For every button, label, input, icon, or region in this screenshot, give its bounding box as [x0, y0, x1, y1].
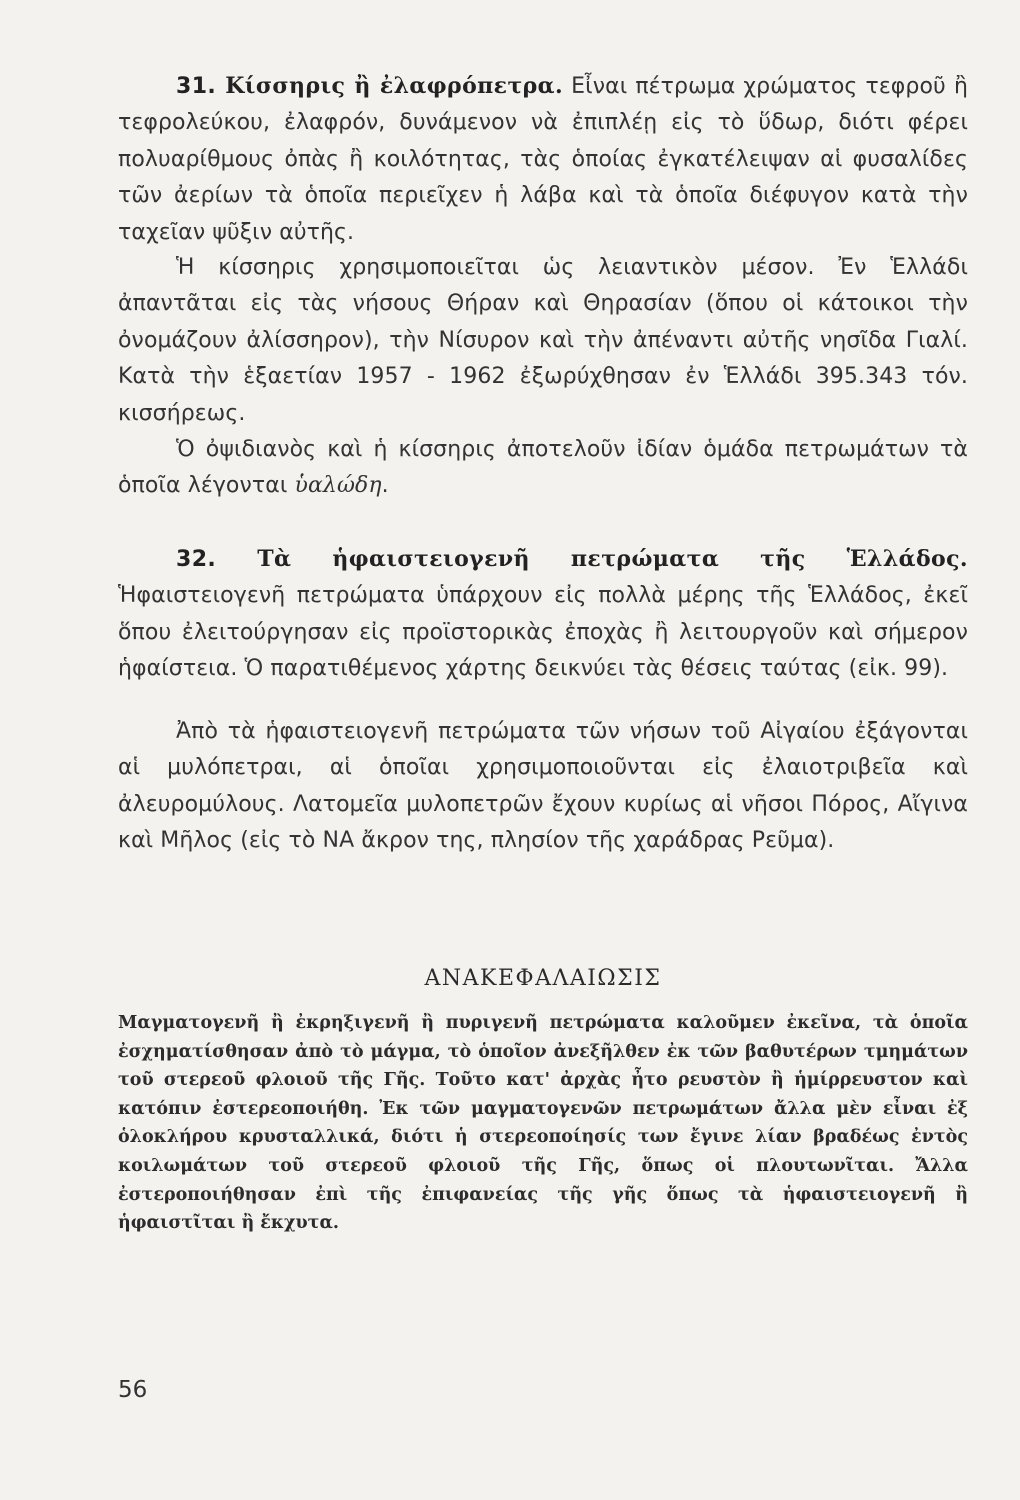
section-31-paragraph-2: Ἡ κίσσηρις χρησιμοποιεῖται ὡς λειαντικὸν μέσον. Ἐν Ἑλλάδι ἀπαντᾶται εἰς τὰς νήσους Θήραν καὶ Θηρασίαν (ὅπου οἱ κάτοικοι τὴν ὀνομάζουν ἀλίσσηρον), τὴν Νίσυρον καὶ τὴν ἀπέναντι αὐτῆς νησῖδα Γιαλί. Κατὰ τὴν ἑξαετίαν 1957 - 1962 ἐξωρύχθησαν ἐν Ἑλλάδι 395.343 τόν. κισσήρεως.	[118, 255, 968, 426]
section-32-title: Τὰ ἡφαιστειογενῆ πετρώματα τῆς Ἑλλάδος.	[257, 546, 968, 572]
section-31-number: 31.	[176, 74, 217, 99]
section-32-number: 32.	[176, 547, 217, 572]
page-number: 56	[118, 1377, 148, 1403]
summary-title: ΑΝΑΚΕΦΑΛΑΙΩΣΙΣ	[424, 966, 662, 991]
section-31-paragraph	[118, 68, 968, 251]
section-31-para3-end: .	[381, 473, 389, 499]
section-32-heading	[176, 546, 968, 572]
summary-text: Μαγματογενῆ ἢ ἐκρηξιγενῆ ἢ πυριγενῆ πετρώματα καλοῦμεν ἐκεῖνα, τὰ ὁποῖα ἐσχηματίσθησαν ἀπὸ τὸ μάγμα, τὸ ὁποῖον ἀνεξῆλθεν ἐκ τῶν βαθυτέρων τμημάτων τοῦ στερεοῦ φλοιοῦ τῆς Γῆς. Τοῦτο κατ' ἀρχὰς ἦτο ρευστὸν ἢ ἡμίρρευστον καὶ κατόπιν ἐστερεοποιήθη. Ἐκ τῶν μαγματογενῶν πετρωμάτων ἄλλα μὲν εἶναι ἐξ ὁλοκλήρου κρυσταλλικά, διότι ἡ στερεοποίησίς των ἔγινε λίαν βραδέως ἐντὸς κοιλωμάτων τοῦ στερεοῦ φλοιοῦ τῆς Γῆς, ὅπως οἱ πλουτωνῖται. Ἄλλα ἐστεροποιήθησαν ἐπὶ τῆς ἐπιφανείας τῆς γῆς ὅπως τὰ ἡφαιστειογενῆ ἢ ἡφαιστῖται ἢ ἔκχυτα.	[118, 1013, 968, 1234]
section-31-title: Κίσσηρις ἢ ἐλαφρόπετρα.	[225, 73, 564, 99]
section-32-paragraph-2: Ἀπὸ τὰ ἡφαιστειογενῆ πετρώματα τῶν νήσων τοῦ Αἰγαίου ἐξάγονται αἱ μυλόπετραι, αἱ ὁποῖαι χρησιμοποιοῦνται εἰς ἐλαιοτριβεῖα καὶ ἀλευρομύλους. Λατομεῖα μυλοπετρῶν ἔχουν κυρίως αἱ νῆσοι Πόρος, Αἴγινα καὶ Μῆλος (εἰς τὸ ΝΑ ἄκρον της, πλησίον τῆς χαράδρας Ρεῦμα).	[118, 719, 968, 854]
section-32-paragraph	[118, 541, 968, 688]
section-31-paragraph-3	[118, 432, 968, 505]
section-32-text: Ἡφαιστειογενῆ πετρώματα ὑπάρχουν εἰς πολλὰ μέρης τῆς Ἑλλάδος, ἐκεῖ ὅπου ἐλειτούργησαν εἰς προϊστορικὰς ἐποχὰς ἢ λειτουργοῦν καὶ σήμερον ἡφαίστεια. Ὁ παρατιθέμενος χάρτης δεικνύει τὰς θέσεις ταύτας (εἰκ. 99).	[118, 583, 968, 682]
section-31-para3-text: Ὁ ὀψιδιανὸς καὶ ἡ κίσσηρις ἀποτελοῦν ἰδίαν ὁμάδα πετρωμάτων τὰ ὁποῖα λέγονται	[118, 437, 968, 499]
section-31-heading	[176, 73, 563, 99]
section-31-italic-term: ὑαλώδη	[294, 473, 382, 499]
section-31-text: Εἶναι πέτρωμα χρώματος τεφροῦ ἢ τεφρολεύκου, ἐλαφρόν, δυνάμενον νὰ ἐπιπλέῃ εἰς τὸ ὕδωρ, διότι φέρει πολυαρίθμους ὀπὰς ἢ κοιλότητας, τὰς ὁποίας ἐγκατέλειψαν αἱ φυσαλίδες τῶν ἀερίων τὰ ὁποῖα περιεῖχεν ἡ λάβα καὶ τὰ ὁποῖα διέφυγον κατὰ τὴν ταχεῖαν ψῦξιν αὐτῆς.	[118, 74, 969, 245]
